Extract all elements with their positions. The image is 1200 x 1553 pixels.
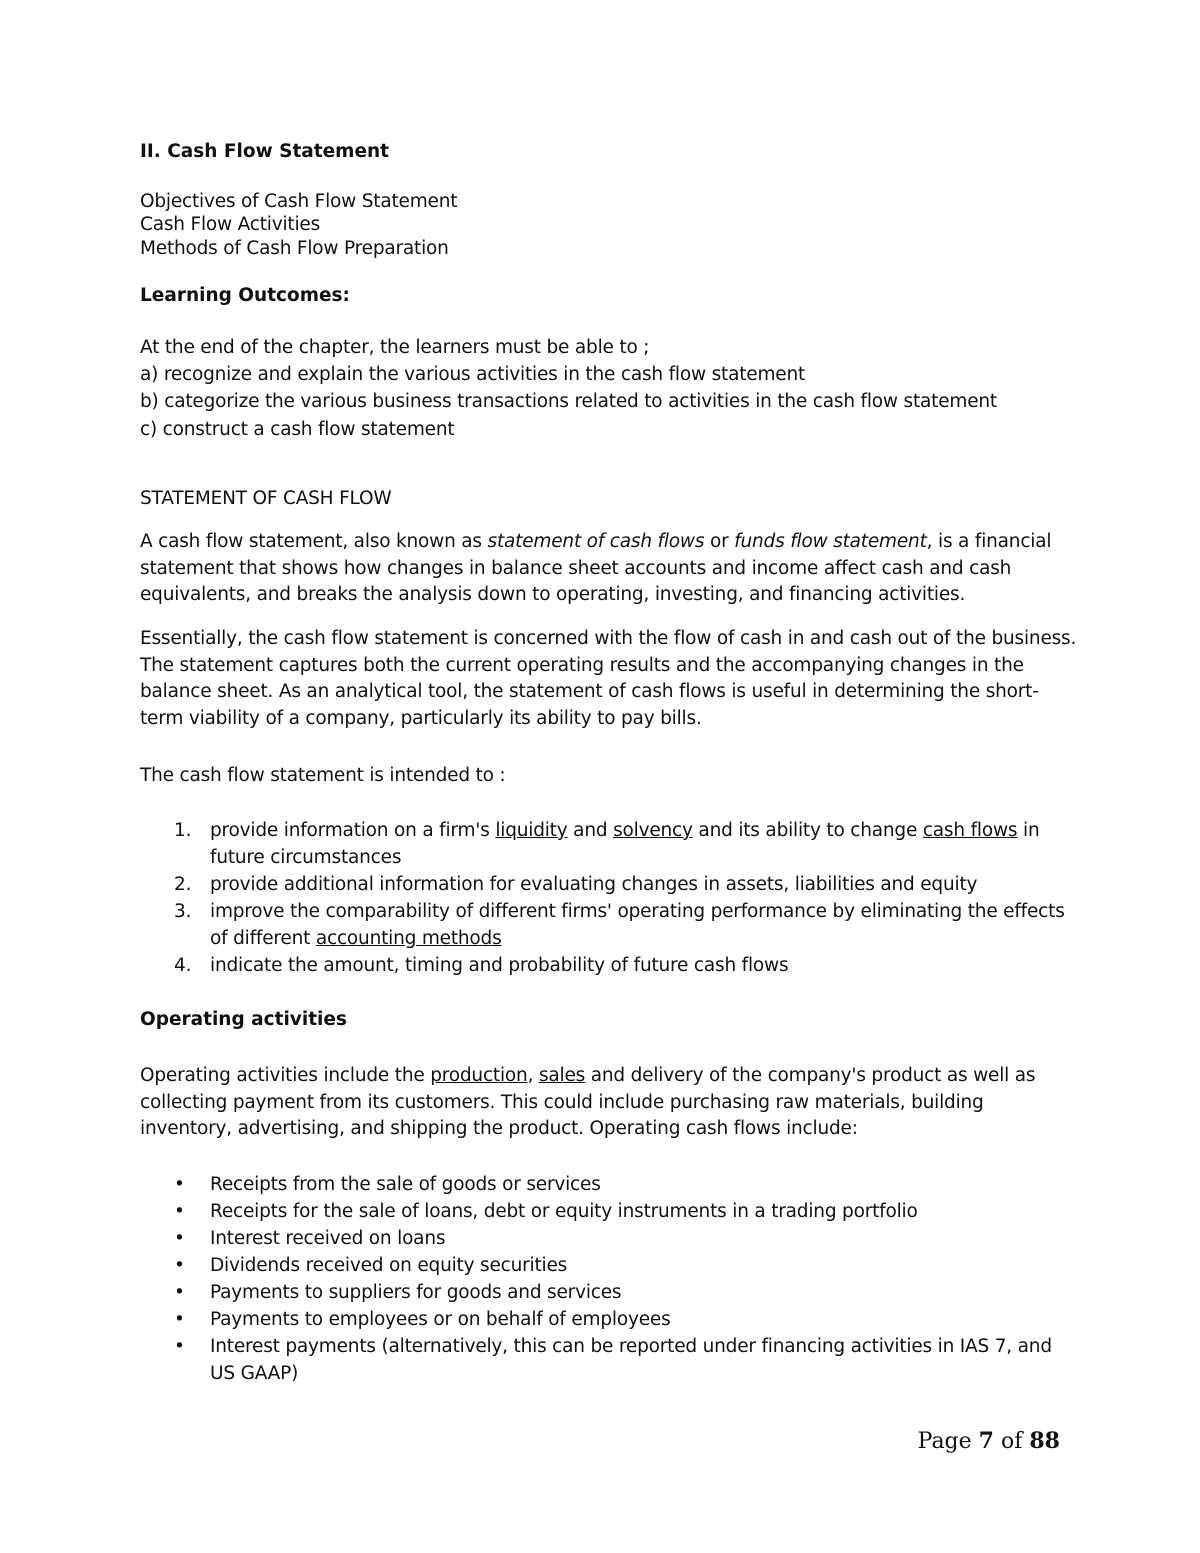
topic-item: Objectives of Cash Flow Statement xyxy=(140,191,458,212)
list-item xyxy=(140,1171,1080,1198)
text-run: indicate the amount, timing and probability of future cash flows xyxy=(210,955,789,976)
list-number: 2. xyxy=(174,874,192,895)
learning-outcome-item: a) recognize and explain the various activities in the cash flow statement xyxy=(140,364,806,385)
link-liquidity[interactable]: liquidity xyxy=(495,820,568,841)
list-item xyxy=(140,1198,1080,1225)
link-production[interactable]: production xyxy=(430,1065,528,1086)
text-run: , xyxy=(527,1065,539,1086)
bullet-icon: • xyxy=(174,1255,185,1276)
bullet-icon: • xyxy=(174,1309,185,1330)
list-item xyxy=(140,1279,1080,1306)
text-run: provide additional information for evaluating changes in assets, liabilities and equity xyxy=(210,874,978,895)
bullet-icon: • xyxy=(174,1336,185,1357)
page-word: Page xyxy=(917,1429,972,1454)
operating-paragraph xyxy=(140,1063,1080,1143)
list-item xyxy=(140,1225,1080,1252)
list-number: 3. xyxy=(174,901,192,922)
link-accounting-methods[interactable]: accounting methods xyxy=(315,928,502,949)
page-number: 7 xyxy=(978,1428,994,1454)
learning-outcomes-heading: Learning Outcomes: xyxy=(140,285,350,306)
list-item xyxy=(140,817,1080,871)
page-footer xyxy=(918,1428,1060,1454)
list-number: 4. xyxy=(174,955,192,976)
text-run: Interest received on loans xyxy=(210,1228,446,1249)
text-run: and its ability to change xyxy=(692,820,923,841)
text-run: Payments to suppliers for goods and services xyxy=(210,1282,622,1303)
learning-outcome-item: b) categorize the various business transactions related to activities in the cash flow statement xyxy=(140,391,997,412)
text-run: improve the comparability of different firms' operating performance by eliminating the effects of different xyxy=(210,901,1065,949)
text-run: and delivery of the company's product as well as collecting payment from its customers. This could include purchasing raw materials, building inventory, advertising, and shipping the product. Operating cash flows include: xyxy=(140,1065,1036,1139)
list-item xyxy=(140,1252,1080,1279)
statement-intended-intro: The cash flow statement is intended to : xyxy=(140,765,506,786)
italic-term: statement of cash flows xyxy=(487,531,705,552)
bullet-icon: • xyxy=(174,1201,185,1222)
text-run: , is a financial statement that shows how changes in balance sheet accounts and income affect cash and cash equivalents, and breaks the analysis down to operating, investing, and financing activities. xyxy=(140,531,1052,605)
topic-item: Cash Flow Activities xyxy=(140,214,321,235)
text-run: in future circumstances xyxy=(210,820,1040,868)
bullet-icon: • xyxy=(174,1282,185,1303)
bullet-icon: • xyxy=(174,1228,185,1249)
intended-list xyxy=(140,817,1080,979)
italic-term: funds flow statement xyxy=(734,531,927,552)
text-run: or xyxy=(704,531,735,552)
topic-item: Methods of Cash Flow Preparation xyxy=(140,238,449,259)
list-item xyxy=(140,952,1080,979)
statement-paragraph-2: Essentially, the cash flow statement is concerned with the flow of cash in and cash out of the business. The statement captures both the current operating results and the accompanying changes in the balance sheet. As an analytical tool, the statement of cash flows is useful in determining the short-term viability of a company, particularly its ability to pay bills. xyxy=(140,628,1077,729)
page-total: 88 xyxy=(1029,1428,1060,1454)
text-run: Interest payments (alternatively, this can be reported under financing activities in IAS 7, and US GAAP) xyxy=(210,1336,1052,1384)
text-run: and xyxy=(567,820,614,841)
link-cash-flows[interactable]: cash flows xyxy=(922,820,1018,841)
link-solvency[interactable]: solvency xyxy=(613,820,693,841)
list-item xyxy=(140,1333,1080,1387)
bullet-icon: • xyxy=(174,1174,185,1195)
text-run: provide information on a firm's xyxy=(210,820,496,841)
statement-heading: STATEMENT OF CASH FLOW xyxy=(140,488,392,509)
link-sales[interactable]: sales xyxy=(538,1065,586,1086)
text-run: Payments to employees or on behalf of employees xyxy=(210,1309,671,1330)
of-word: of xyxy=(1000,1429,1023,1454)
list-item xyxy=(140,1306,1080,1333)
text-run: A cash flow statement, also known as xyxy=(140,531,488,552)
list-item xyxy=(140,871,1080,898)
text-run: Receipts for the sale of loans, debt or equity instruments in a trading portfolio xyxy=(210,1201,918,1222)
list-number: 1. xyxy=(174,820,192,841)
learning-outcomes-intro: At the end of the chapter, the learners must be able to ; xyxy=(140,337,650,358)
text-run: Receipts from the sale of goods or services xyxy=(210,1174,601,1195)
operating-cash-flows-list xyxy=(140,1171,1080,1387)
chapter-title: II. Cash Flow Statement xyxy=(140,141,390,162)
text-run: Operating activities include the xyxy=(140,1065,431,1086)
text-run: Dividends received on equity securities xyxy=(210,1255,568,1276)
statement-paragraph-1 xyxy=(140,529,1080,609)
learning-outcome-item: c) construct a cash flow statement xyxy=(140,419,455,440)
operating-activities-heading: Operating activities xyxy=(140,1009,347,1030)
list-item xyxy=(140,898,1080,952)
